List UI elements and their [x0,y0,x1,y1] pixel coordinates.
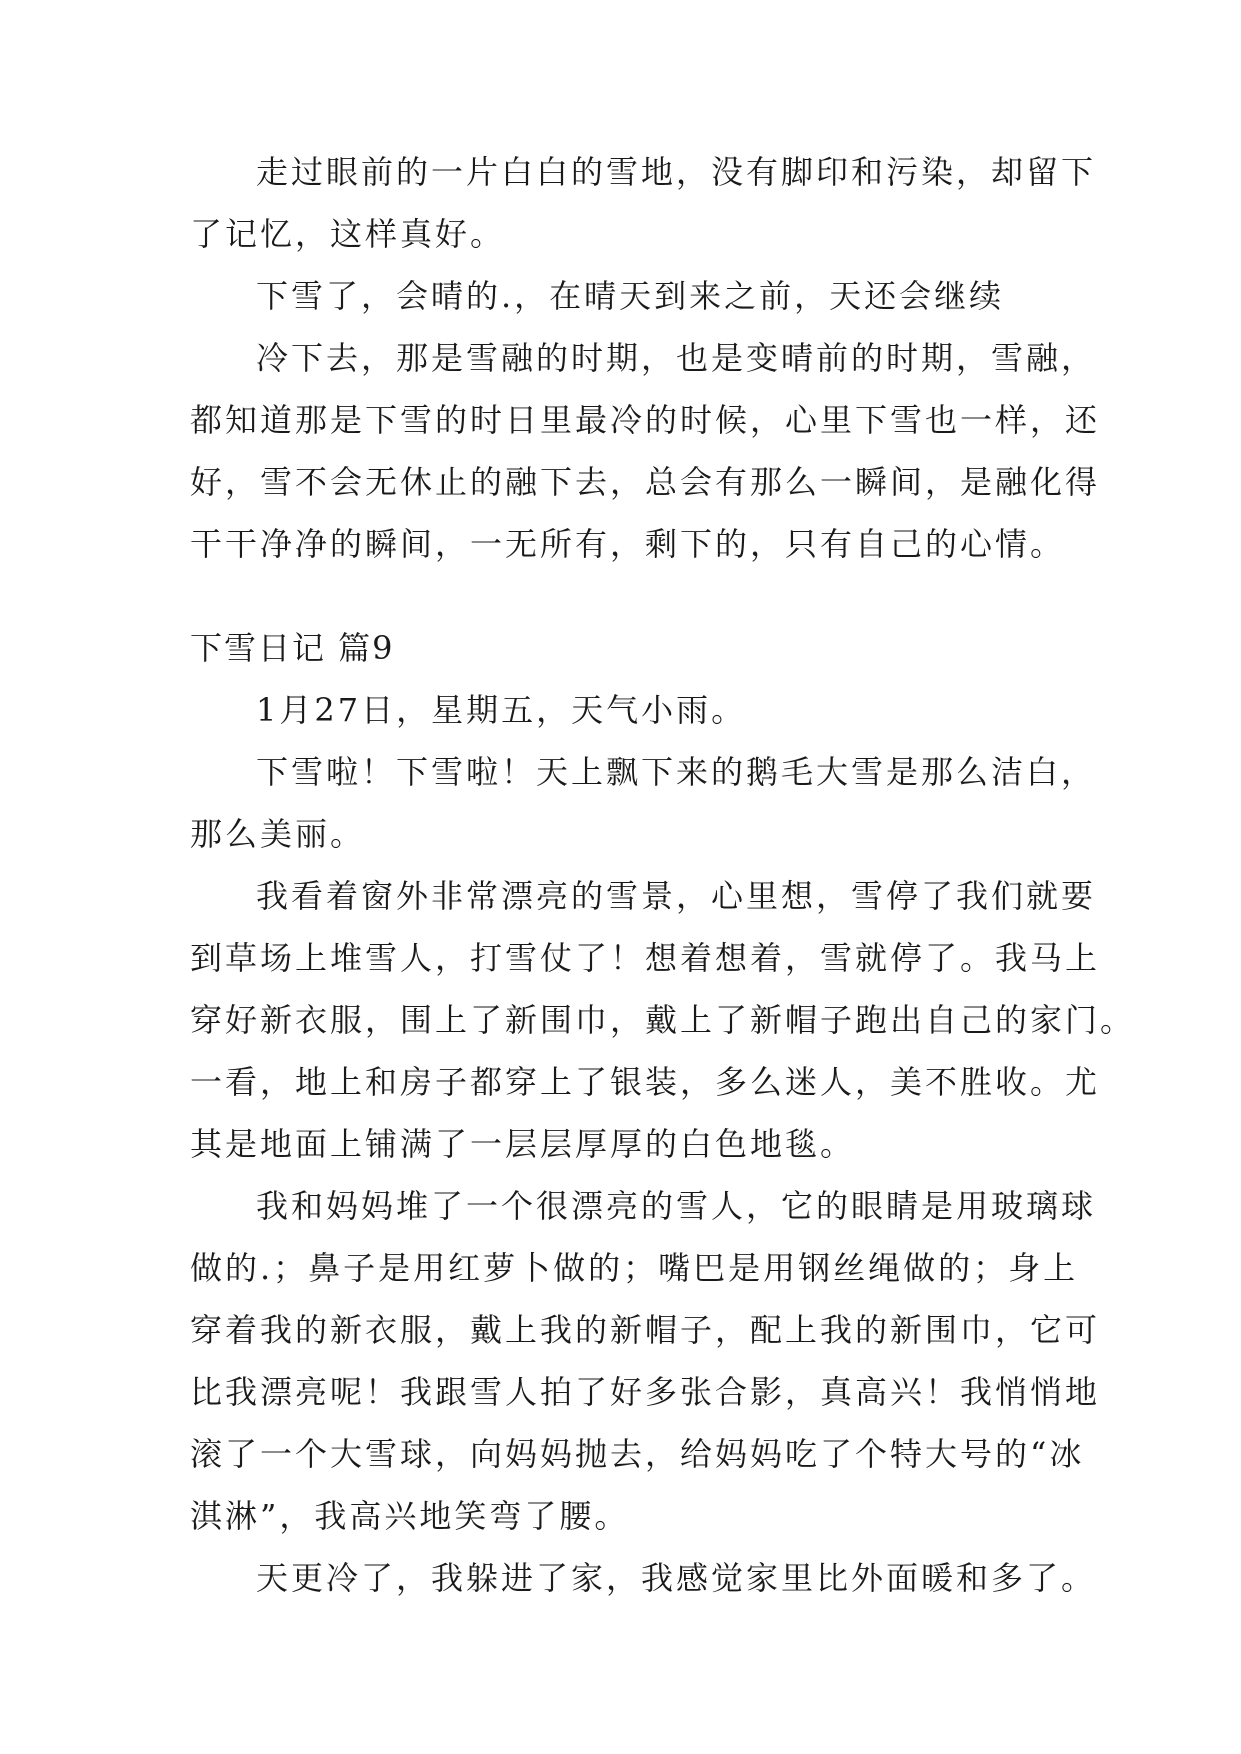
paragraph-line: 做的.；鼻子是用红萝卜做的；嘴巴是用钢丝绳做的；身上 [190,1249,1079,1287]
paragraph-line: 下雪啦！下雪啦！天上飘下来的鹅毛大雪是那么洁白， [256,753,1097,791]
paragraph-line: 走过眼前的一片白白的雪地，没有脚印和污染，却留下 [256,153,1097,191]
paragraph-line: 我看着窗外非常漂亮的雪景，心里想，雪停了我们就要 [256,877,1097,915]
paragraph-line: 我和妈妈堆了一个很漂亮的雪人，它的眼睛是用玻璃球 [256,1187,1097,1225]
paragraph-line: 冷下去，那是雪融的时期，也是变晴前的时期，雪融， [256,339,1097,377]
paragraph-line: 穿好新衣服，围上了新围巾，戴上了新帽子跑出自己的家门。 [190,1001,1136,1039]
paragraph-line: 淇淋”，我高兴地笑弯了腰。 [190,1497,630,1535]
paragraph-line: 其是地面上铺满了一层层厚厚的白色地毯。 [190,1125,856,1163]
paragraph-line: 都知道那是下雪的时日里最冷的时候，心里下雪也一样，还 [190,401,1101,439]
section-heading: 下雪日记 篇9 [190,629,395,667]
paragraph-line: 好，雪不会无休止的融下去，总会有那么一瞬间，是融化得 [190,463,1101,501]
paragraph-line: 滚了一个大雪球，向妈妈抛去，给妈妈吃了个特大号的“冰 [190,1435,1085,1473]
paragraph-line: 比我漂亮呢！我跟雪人拍了好多张合影，真高兴！我悄悄地 [190,1373,1101,1411]
paragraph-line: 干干净净的瞬间，一无所有，剩下的，只有自己的心情。 [190,525,1066,563]
paragraph-line: 一看，地上和房子都穿上了银装，多么迷人，美不胜收。尤 [190,1063,1101,1101]
paragraph-line: 了记忆，这样真好。 [190,215,506,253]
paragraph-line: 穿着我的新衣服，戴上我的新帽子，配上我的新围巾，它可 [190,1311,1101,1349]
date-line: 1月27日，星期五，天气小雨。 [256,691,747,729]
paragraph-line: 天更冷了，我躲进了家，我感觉家里比外面暖和多了。 [256,1559,1097,1597]
paragraph-line: 到草场上堆雪人，打雪仗了！想着想着，雪就停了。我马上 [190,939,1101,977]
paragraph-line: 那么美丽。 [190,815,366,853]
paragraph-line: 下雪了，会晴的.，在晴天到来之前，天还会继续 [256,277,1005,315]
